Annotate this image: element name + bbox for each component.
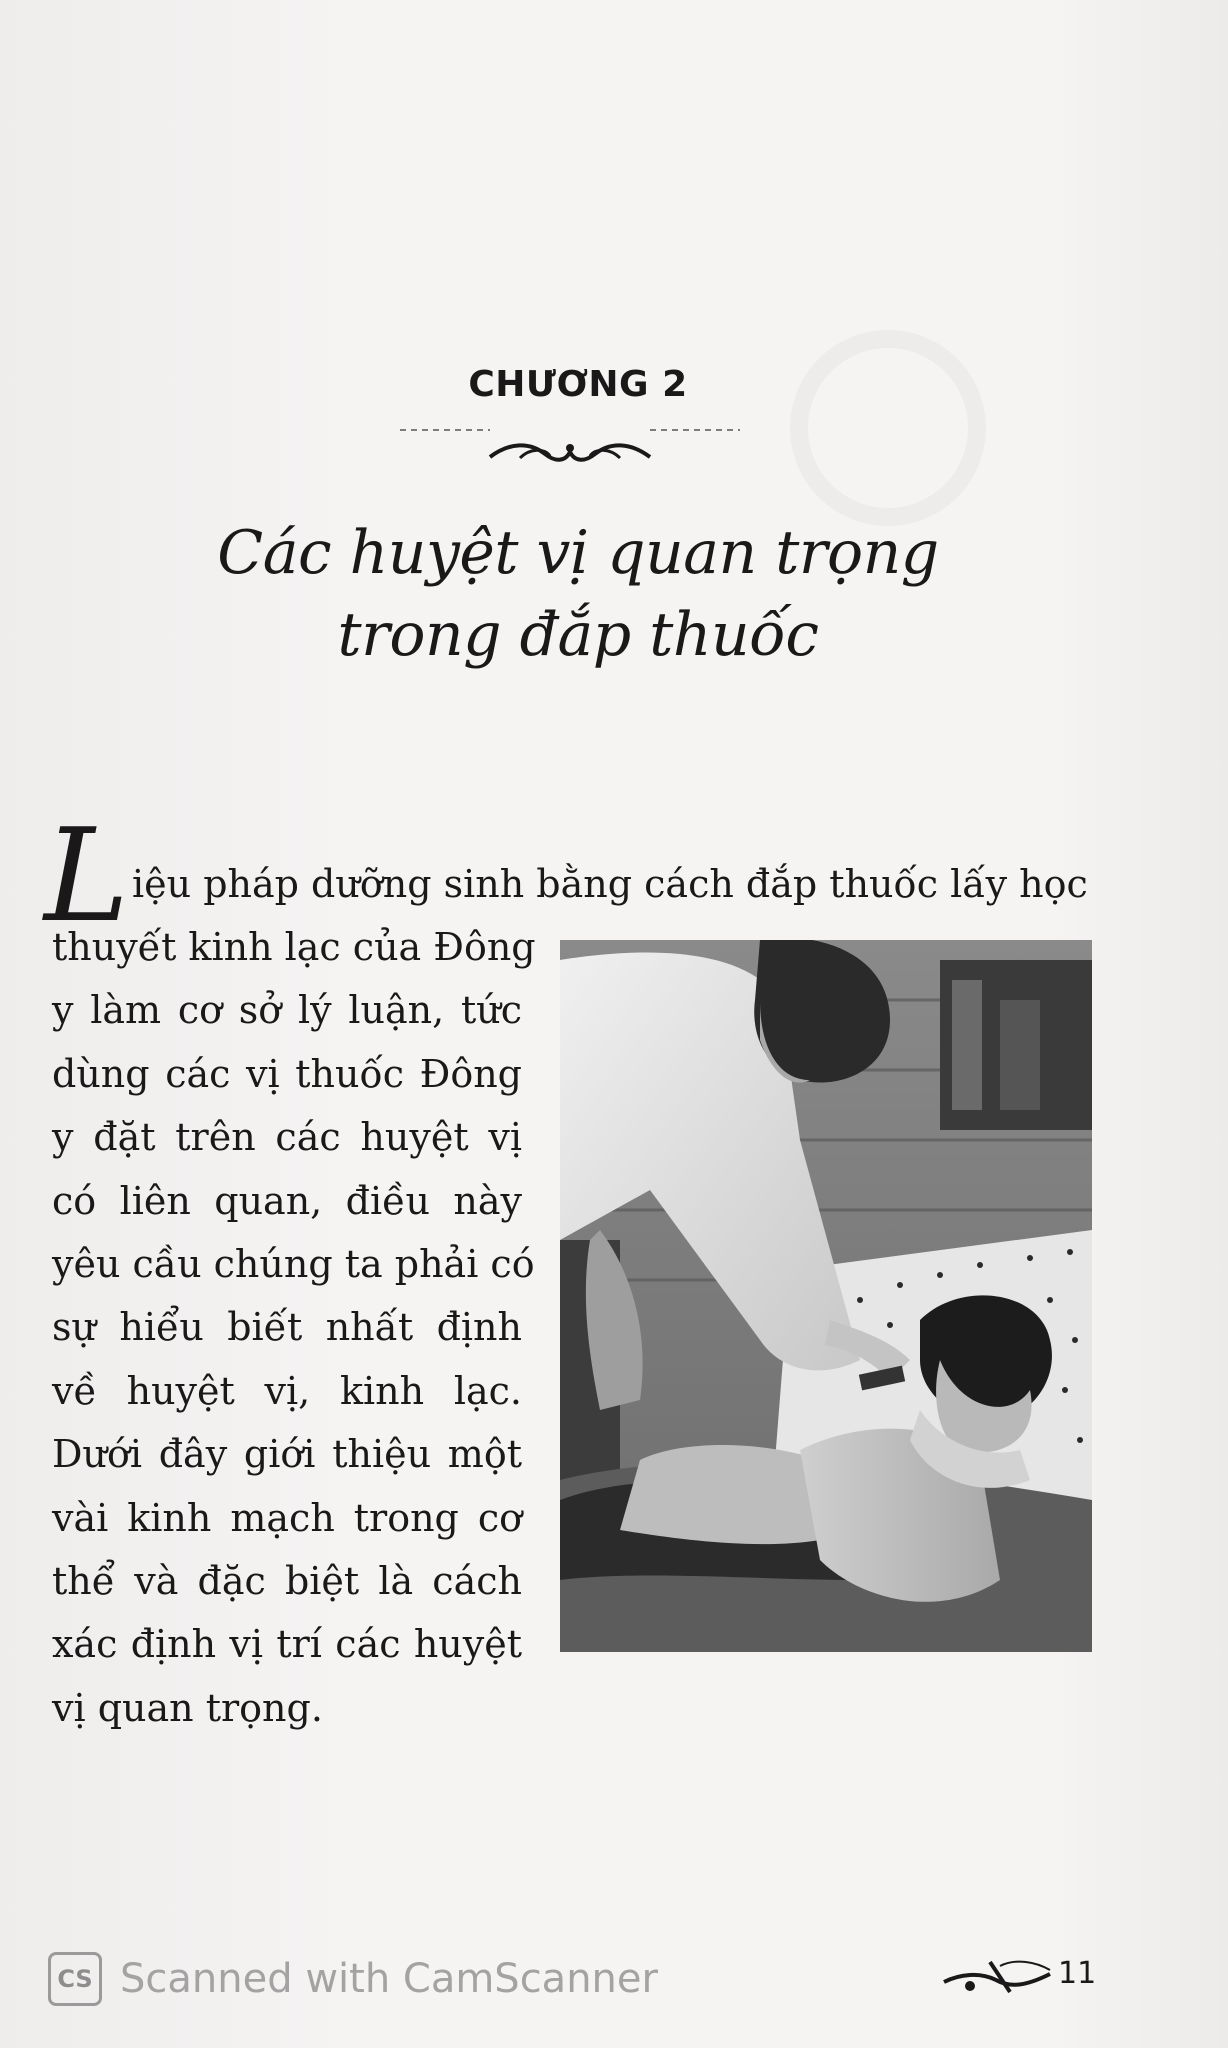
body-line: vị quan trọng. xyxy=(52,1685,323,1730)
body-line: dùng các vị thuốc Đông xyxy=(52,1051,522,1096)
body-line: về huyệt vị, kinh lạc. xyxy=(52,1368,522,1413)
drop-cap: L xyxy=(44,802,129,951)
chapter-label: CHƯƠNG 2 xyxy=(468,364,688,405)
treatment-photo xyxy=(560,940,1092,1652)
body-line: có liên quan, điều này xyxy=(52,1178,522,1223)
body-line: yêu cầu chúng ta phải có xyxy=(52,1241,535,1286)
body-line: thuyết kinh lạc của Đông xyxy=(52,925,536,969)
body-line: sự hiểu biết nhất định xyxy=(52,1305,522,1350)
body-line: xác định vị trí các huyệt xyxy=(52,1622,522,1667)
camscanner-watermark: Scanned with CamScanner xyxy=(120,1956,658,2002)
body-line: Dưới đây giới thiệu một xyxy=(52,1432,522,1477)
body-paragraph xyxy=(52,916,536,1740)
chapter-title-line-2: trong đắp thuốc xyxy=(337,600,819,670)
body-first-line: iệu pháp dưỡng sinh bằng cách đắp thuốc lấy học xyxy=(132,862,1088,906)
ornament-divider xyxy=(380,412,760,472)
show-through-text xyxy=(580,170,1100,210)
chapter-title-line-1: Các huyệt vị quan trọng xyxy=(217,518,939,588)
show-through-shape xyxy=(790,330,986,526)
page-number-ornament xyxy=(940,1952,1056,2000)
body-line: y đặt trên các huyệt vị xyxy=(52,1115,522,1160)
body-line: thể và đặc biệt là cách xyxy=(52,1558,522,1603)
chapter-title xyxy=(0,512,1156,676)
body-line: vài kinh mạch trong cơ xyxy=(52,1495,522,1540)
body-line: y làm cơ sở lý luận, tức xyxy=(52,988,522,1033)
page-number: 11 xyxy=(1058,1956,1097,1991)
camscanner-logo: CS xyxy=(48,1952,102,2006)
